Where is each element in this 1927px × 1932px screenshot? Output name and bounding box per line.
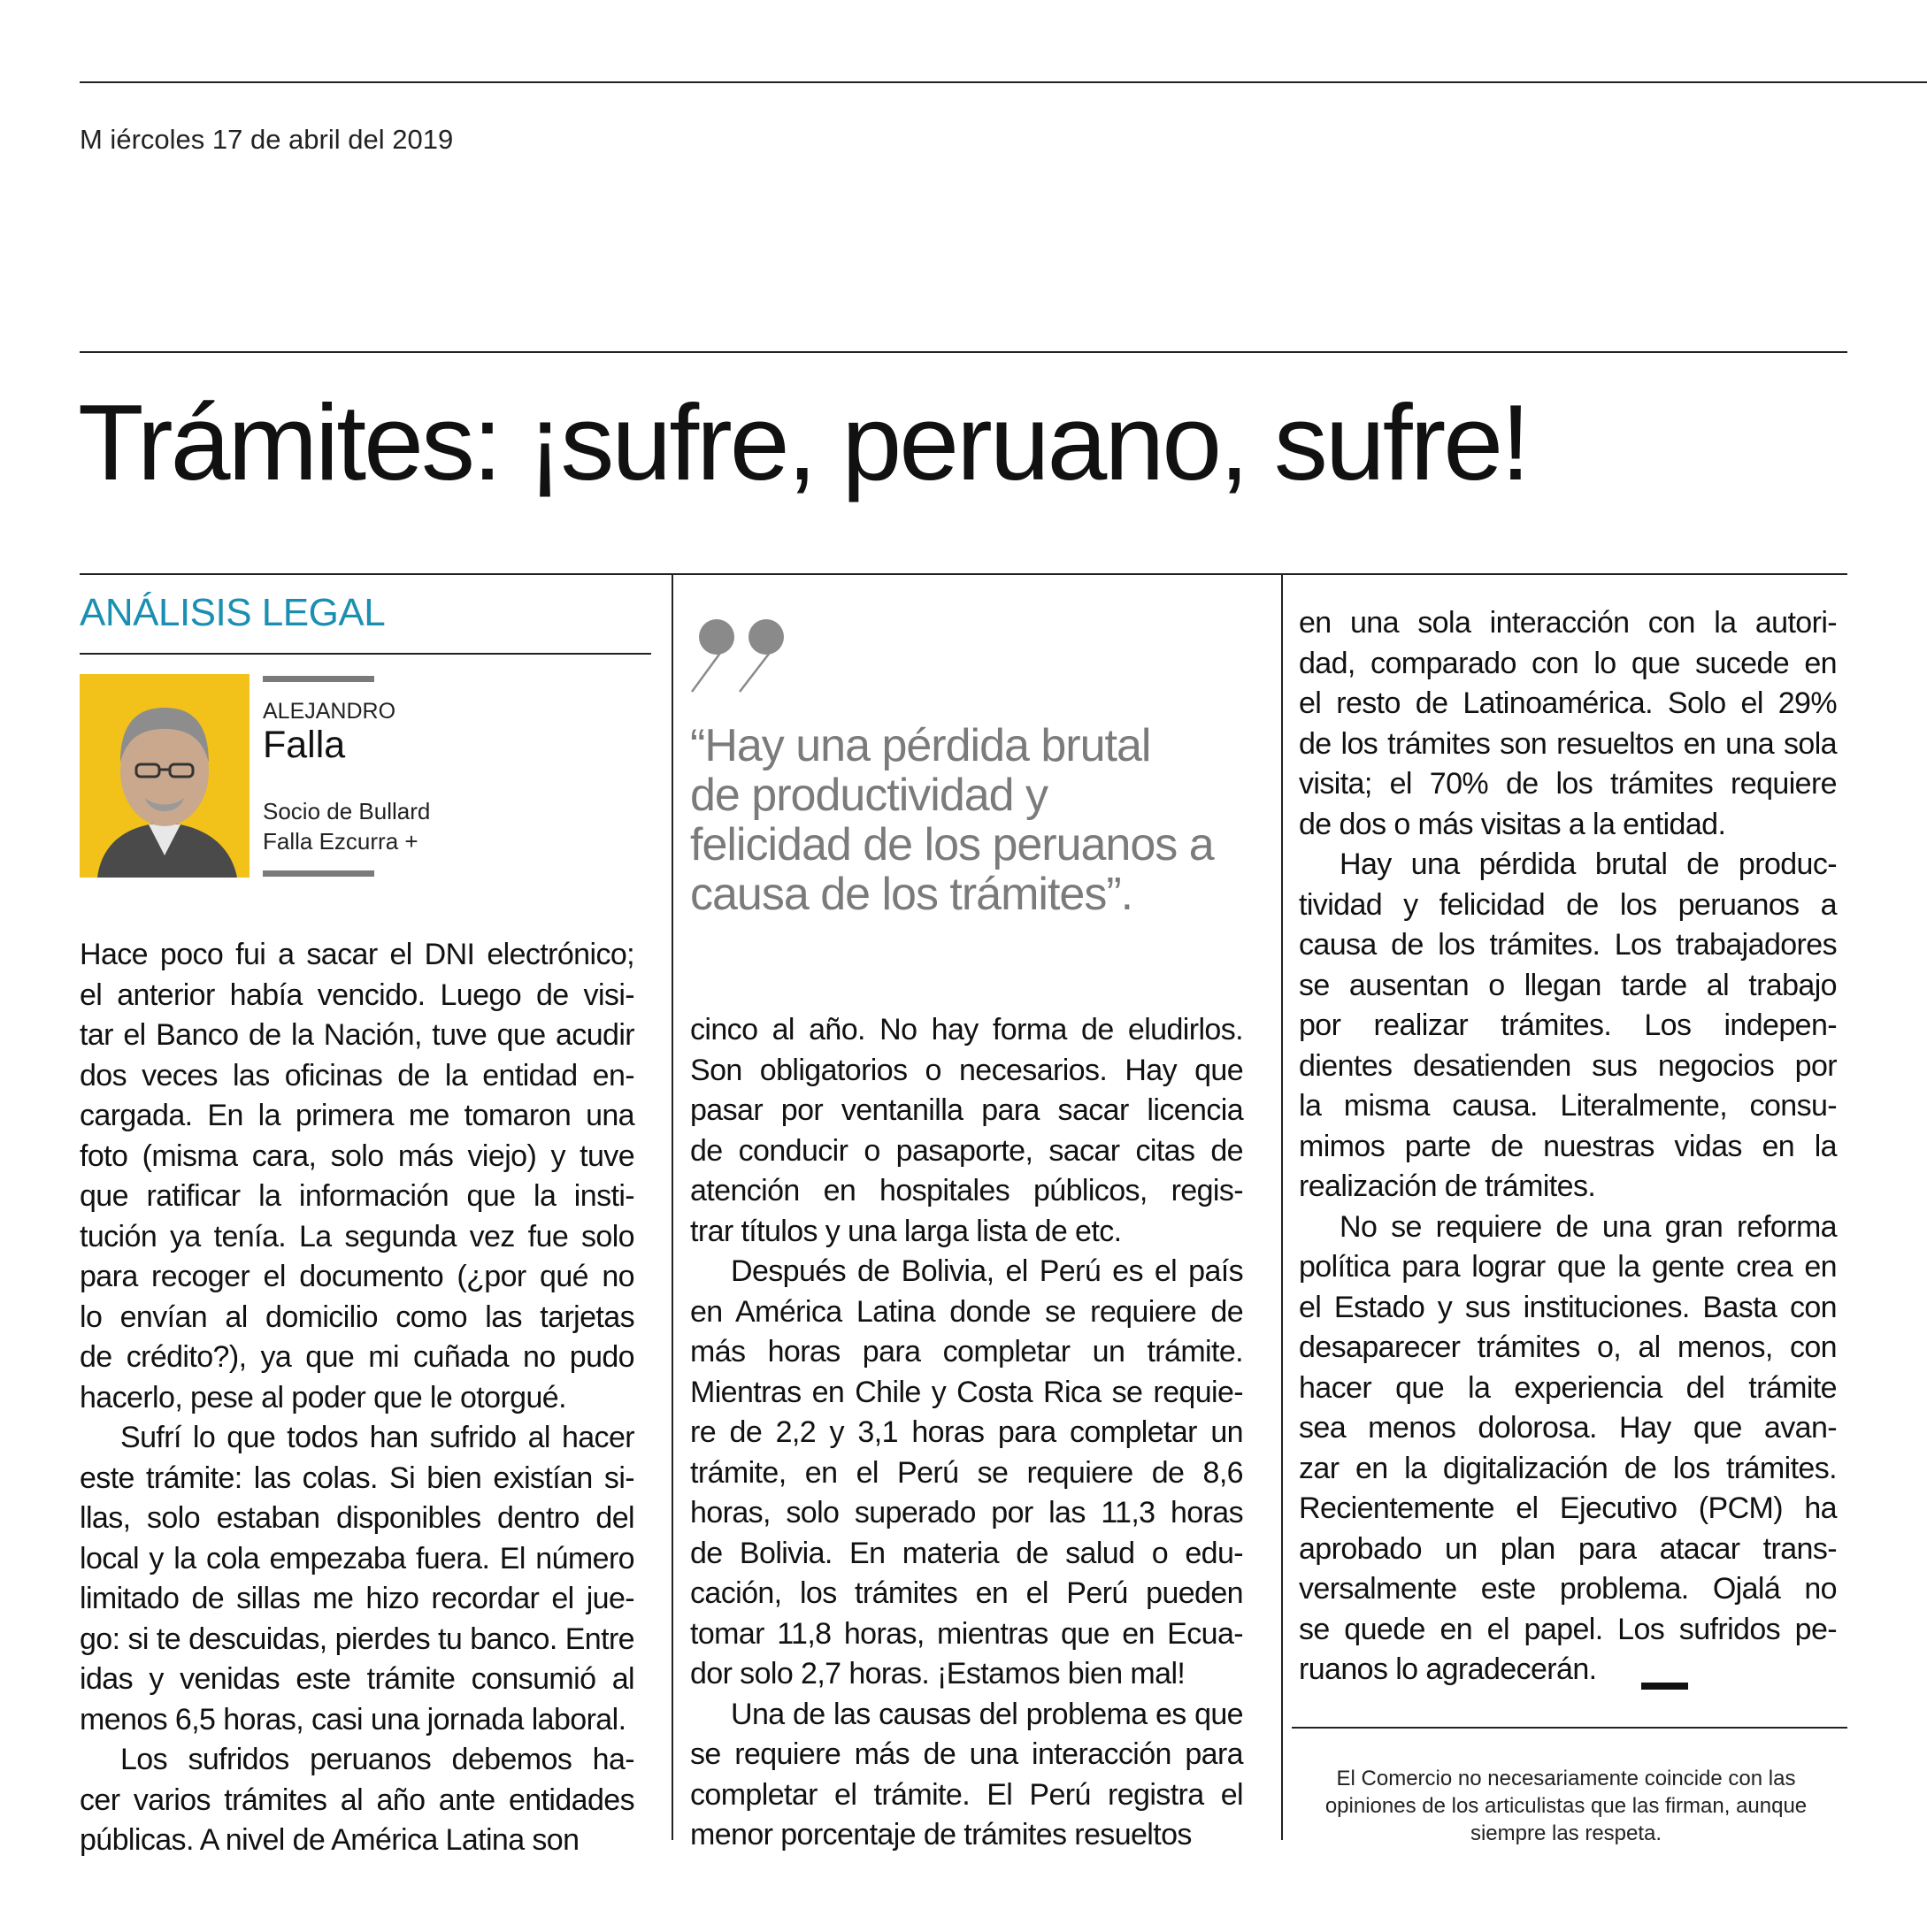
body-line: la misma causa. Literalmente, consu- (1299, 1089, 1837, 1123)
pull-quote-line: causa de los trámites”. (690, 869, 1133, 920)
body-line: sea menos dolorosa. Hay que avan- (1299, 1411, 1837, 1445)
headline: Trámites: ¡sufre, peruano, sufre! (78, 382, 1529, 502)
body-column-2 (690, 1010, 1243, 1856)
body-line: horas, solo superado por las 11,3 horas (690, 1496, 1243, 1530)
body-line: de Bolivia. En materia de salud o edu- (690, 1536, 1243, 1570)
body-line: atención en hospitales públicos, regis- (690, 1174, 1243, 1208)
body-line: por realizar trámites. Los indepen- (1299, 1008, 1837, 1042)
body-line: este trámite: las colas. Si bien existían si- (80, 1460, 634, 1495)
body-line: mimos parte de nuestras vidas en la (1299, 1129, 1837, 1163)
headline-bottom-rule (80, 573, 1847, 575)
quote-mark-icon (690, 610, 796, 699)
body-line: de conducir o pasaporte, sacar citas de (690, 1133, 1243, 1168)
body-line: el Estado y sus instituciones. Basta con (1299, 1290, 1837, 1324)
body-line: dos veces las oficinas de la entidad en- (80, 1058, 634, 1092)
body-line: Hay una pérdida brutal de produc- (1340, 847, 1837, 881)
disclaimer-line: siempre las respeta. (1470, 1821, 1662, 1845)
body-line: aprobado un plan para atacar trans- (1299, 1531, 1837, 1566)
body-line: desaparecer trámites o, al menos, con (1299, 1330, 1837, 1364)
body-line: zar en la digitalización de los trámites. (1299, 1451, 1837, 1485)
body-line: Los sufridos peruanos debemos ha- (120, 1743, 634, 1776)
section-rule (80, 653, 651, 655)
byline-top-bar (263, 676, 374, 682)
section-label: ANÁLISIS LEGAL (80, 591, 386, 634)
body-line: local y la cola empezaba fuera. El número (80, 1541, 634, 1576)
body-line: tar el Banco de la Nación, tuve que acudir (80, 1018, 634, 1052)
body-line: limitado de sillas me hizo recordar el jue- (80, 1582, 634, 1615)
disclaimer-line: El Comercio no necesariamente coincide con las (1336, 1767, 1796, 1790)
body-line: más horas para completar un trámite. (690, 1335, 1243, 1368)
body-line: trámite, en el Perú se requiere de 8,6 (690, 1455, 1243, 1490)
body-line: en América Latina donde se requiere de (690, 1294, 1243, 1329)
body-line: lo envían al domicilio como las tarjetas (80, 1300, 634, 1334)
body-line: el resto de Latinoamérica. Solo el 29% (1299, 686, 1837, 720)
body-line: política para lograr que la gente crea en (1299, 1250, 1837, 1284)
body-line: de dos o más visitas a la entidad. (1299, 807, 1726, 841)
body-line: dor solo 2,7 horas. ¡Estamos bien mal! (690, 1657, 1186, 1690)
body-line: visita; el 70% de los trámites requiere (1299, 767, 1837, 801)
body-line: en una sola interacción con la autori- (1299, 606, 1837, 640)
body-line: versalmente este problema. Ojalá no (1299, 1572, 1837, 1606)
body-line: dad, comparado con lo que sucede en (1299, 646, 1837, 680)
body-line: se ausentan o llegan tarde al trabajo (1299, 968, 1837, 1002)
author-role-line2: Falla Ezcurra + (263, 828, 418, 855)
body-line: cinco al año. No hay forma de eludirlos. (690, 1013, 1243, 1046)
body-line: que ratificar la información que la insti- (80, 1179, 634, 1213)
body-line: de los trámites son resueltos en una sola (1299, 726, 1837, 761)
body-line: hacer que la experiencia del trámite (1299, 1370, 1837, 1405)
body-line: el anterior había vencido. Luego de visi- (80, 978, 634, 1012)
body-line: Una de las causas del problema es que (731, 1697, 1243, 1731)
body-line: para recoger el documento (¿por qué no (80, 1260, 634, 1293)
body-line: ruanos lo agradecerán. (1299, 1652, 1597, 1686)
body-line: realización de trámites. (1299, 1169, 1596, 1203)
author-photo (80, 674, 250, 878)
body-line: se requiere más de una interacción para (690, 1737, 1243, 1771)
body-line: causa de los trámites. Los trabajadores (1299, 928, 1837, 962)
body-column-1 (80, 935, 634, 1861)
body-line: go: si te descuidas, pierdes tu banco. Entre (80, 1622, 634, 1656)
pull-quote-line: felicidad de los peruanos a (690, 819, 1214, 870)
disclaimer-rule (1292, 1727, 1847, 1729)
body-line: Sufrí lo que todos han sufrido al hacer (120, 1421, 634, 1454)
body-line: cargada. En la primera me tomaron una (80, 1099, 634, 1132)
body-line: pasar por ventanilla para sacar licencia (690, 1093, 1243, 1127)
body-line: menor porcentaje de trámites resueltos (690, 1818, 1192, 1852)
byline-bottom-bar (263, 870, 374, 877)
pull-quote-line: “Hay una pérdida brutal (690, 720, 1151, 771)
body-line: foto (misma cara, solo más viejo) y tuve (80, 1138, 634, 1173)
body-line: de crédito?), ya que mi cuñada no pudo (80, 1340, 634, 1374)
body-line: cación, los trámites en el Perú pueden (690, 1576, 1243, 1610)
body-line: idas y venidas este trámite consumió al (80, 1662, 634, 1696)
body-line: menos 6,5 horas, casi una jornada laboral. (80, 1702, 626, 1736)
body-line: dientes desatienden sus negocios por (1299, 1048, 1837, 1083)
body-line: cer varios trámites al año ante entidades (80, 1782, 634, 1817)
disclaimer-line: opiniones de los articulistas que las firman, aunque (1324, 1794, 1808, 1818)
issue-date: M iércoles 17 de abril del 2019 (80, 124, 454, 155)
body-line: Después de Bolivia, el Perú es el país (731, 1254, 1243, 1288)
body-line: tomar 11,8 horas, mientras que en Ecua- (690, 1616, 1243, 1651)
body-line: No se requiere de una gran reforma (1340, 1209, 1837, 1244)
pull-quote-line: de productividad y (690, 770, 1048, 821)
body-line: tividad y felicidad de los peruanos a (1299, 887, 1837, 922)
body-line: Hace poco fui a sacar el DNI electrónico; (80, 938, 634, 971)
body-line: Mientras en Chile y Costa Rica se requie- (690, 1375, 1243, 1409)
author-last-name: Falla (263, 724, 346, 766)
body-line: se quede en el papel. Los sufridos pe- (1299, 1612, 1837, 1646)
body-line: tución ya tenía. La segunda vez fue solo (80, 1219, 634, 1254)
pull-quote (690, 721, 1221, 919)
disclaimer (1292, 1765, 1840, 1847)
body-column-3 (1299, 603, 1837, 1690)
body-line: completar el trámite. El Perú registra el (690, 1777, 1243, 1812)
headline-top-rule (80, 351, 1847, 353)
body-line: llas, solo estaban disponibles dentro del (80, 1501, 634, 1535)
body-line: trar títulos y una larga lista de etc. (690, 1214, 1122, 1248)
top-rule (80, 81, 1927, 83)
author-first-name: ALEJANDRO (263, 699, 396, 724)
author-role-line1: Socio de Bullard (263, 798, 431, 824)
body-line: re de 2,2 y 3,1 horas para completar un (690, 1415, 1243, 1449)
body-line: hacerlo, pese al poder que le otorgué. (80, 1380, 566, 1414)
body-line: Son obligatorios o necesarios. Hay que (690, 1053, 1243, 1087)
column-divider-1 (672, 575, 673, 1840)
article-end-mark (1641, 1683, 1688, 1690)
body-line: Recientemente el Ejecutivo (PCM) ha (1299, 1491, 1837, 1525)
column-divider-2 (1281, 575, 1283, 1840)
body-line: públicas. A nivel de América Latina son (80, 1823, 580, 1857)
